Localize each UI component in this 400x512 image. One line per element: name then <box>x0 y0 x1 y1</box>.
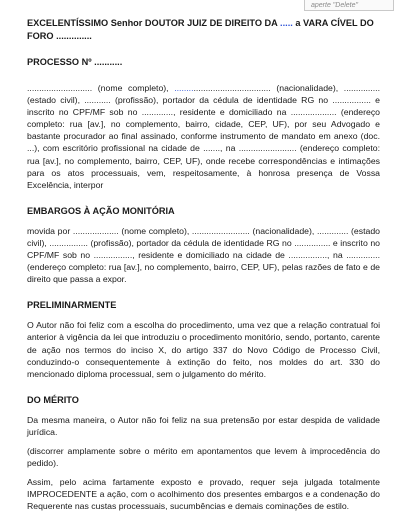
document-title <box>27 17 380 43</box>
intro-post: ................................ (nacionalidade), ............... (estado civil), ........... (profissão), portador da cédula de identidade RG no ................ e inscrito no CPF/MF sob no ............., residente e domiciliado na ................... (endereço completo: rua [av.], no complemento, bairro, cidade, CEP, UF), por seu Advogado e bastante procurador ao final assinado, conforme instrumento de mandato em anexo (doc. ...), com escritório profissional na cidade de ......., na ........................ (endereço completo: rua [av.], no complemento, bairro, CEP, UF), onde recebe correspondências e intimações para os atos processuais, vem, respeitosamente, à honrosa presença de Vossa Excelência, interpor <box>27 83 381 190</box>
embargos-heading: EMBARGOS À AÇÃO MONITÓRIA <box>27 205 175 216</box>
intro-link[interactable]: ........ <box>174 83 194 93</box>
intro-paragraph <box>27 82 380 191</box>
title-part1: EXCELENTÍSSIMO Senhor DOUTOR JUIZ DE DIREITO DA <box>27 18 281 28</box>
preliminarmente-paragraph: O Autor não foi feliz com a escolha do procedimento, uma vez que a relação contratual foi anterior à vigência da lei que introduziu o procedimento monitório, sendo, portanto, carente de ação nos termos do inciso X, do artigo 337 do Novo Código de Processo Civil, conduzindo-o consequentemente à extinção do feito, nos moldes do art. 330 do mencionado diploma processual, sem o julgamento do mérito. <box>27 320 380 379</box>
preliminarmente-heading: PRELIMINARMENTE <box>27 300 117 311</box>
embargos-paragraph: movida por ................... (nome completo), ........................ (nacionalidade), ............. (estado civil), ................ (profissão), portador da cédula de identidade RG no ............... e inscrito no CPF/MF sob no ................, residente e domiciliado na cidade de ................, na .............. (endereço completo: rua [av.], no complemento, bairro, CEP, UF), pelas razões de fato e de direito que passa a expor. <box>27 225 380 285</box>
merito-paragraph-2: (discorrer amplamente sobre o mérito em apontamentos que levem à improcedência do pedido). <box>27 445 380 469</box>
merito-paragraph-3: Assim, pelo acima fartamente exposto e provado, requer seja julgada totalmente IMPROCEDENTE a ação, com o acolhimento dos presentes embargos e a condenação do Requerente nas custas processuais, sucumbências e demais cominações de estilo. <box>27 477 380 512</box>
merito-heading: DO MÉRITO <box>27 394 79 405</box>
merito-paragraph-1: Da mesma maneira, o Autor não foi feliz na sua pretensão por estar despida de validade jurídica. <box>27 414 380 437</box>
title-link[interactable]: ..... <box>280 18 293 28</box>
title-part2: a VARA CÍVEL DO FORO .............. <box>27 18 374 41</box>
processo-number: PROCESSO Nº ........... <box>27 57 123 67</box>
document-body <box>27 17 380 512</box>
delete-hint-tooltip: aperte "Delete" <box>304 0 394 11</box>
intro-pre: ........................... (nome completo), <box>27 83 175 93</box>
